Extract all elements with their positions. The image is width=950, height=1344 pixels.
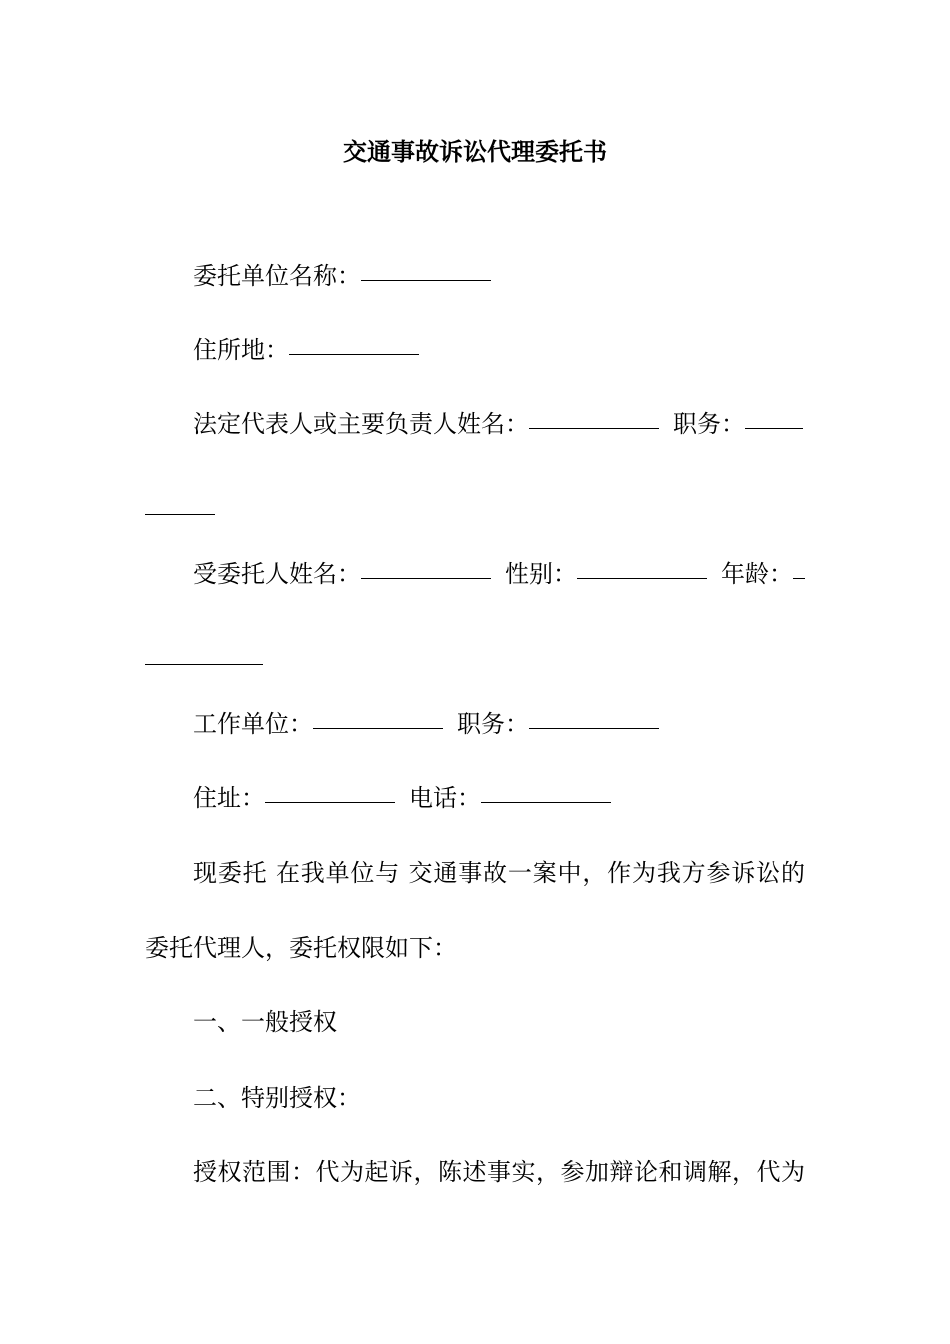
document-title: 交通事故诉讼代理委托书: [343, 137, 607, 166]
entrusting-unit-label: 委托单位名称：: [193, 262, 361, 290]
domicile-line: [193, 332, 419, 368]
legal-representative-line: [193, 406, 803, 442]
special-authorization: 二、特别授权：: [193, 1084, 361, 1112]
authorization-scope: 授权范围：代为起诉，陈述事实，参加辩论和调解，代为: [193, 1158, 805, 1186]
domicile-label: 住所地：: [193, 336, 289, 364]
agent-info-line: [193, 556, 805, 592]
address-line: [193, 780, 611, 816]
representative-position-label: 职务：: [673, 410, 745, 438]
representative-position-blank-continued: [145, 482, 215, 518]
workplace-line: [193, 706, 659, 742]
entrustment-paragraph-line2: 委托代理人，委托权限如下：: [145, 934, 457, 962]
agent-gender-label: 性别：: [505, 560, 577, 588]
agent-age-blank-continued: [145, 632, 263, 668]
agent-position-label: 职务：: [457, 710, 529, 738]
legal-representative-label: 法定代表人或主要负责人姓名：: [193, 410, 529, 438]
phone-label: 电话：: [409, 784, 481, 812]
entrustment-paragraph-line1: 现委托 在我单位与 交通事故一案中，作为我方参诉讼的: [193, 859, 805, 887]
agent-name-label: 受委托人姓名：: [193, 560, 361, 588]
general-authorization: 一、一般授权: [193, 1008, 337, 1036]
workplace-label: 工作单位：: [193, 710, 313, 738]
entrusting-unit-line: [193, 258, 491, 294]
address-label: 住址：: [193, 784, 265, 812]
agent-age-label: 年龄：: [721, 560, 793, 588]
representative-position-continuation: [145, 482, 215, 518]
agent-age-continuation: [145, 632, 263, 668]
